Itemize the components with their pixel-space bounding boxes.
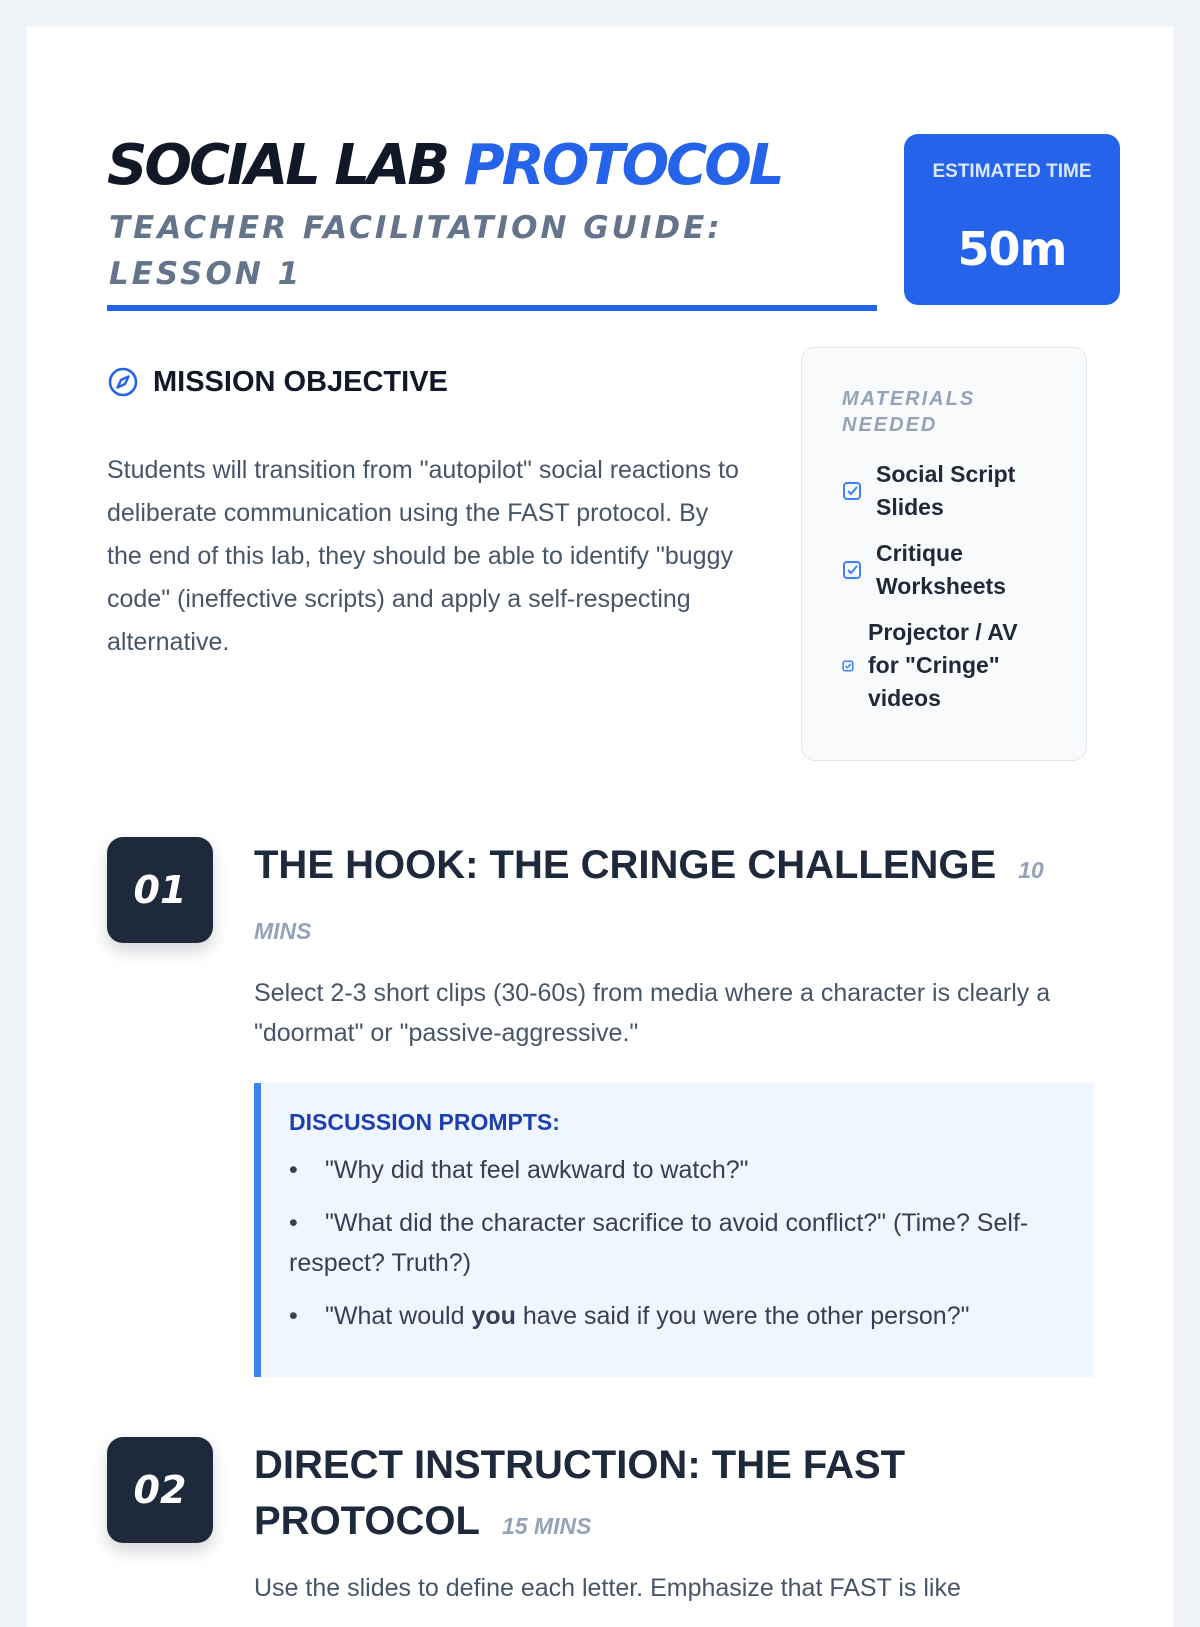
prompt-item: • "What did the character sacrifice to avoid conflict?" (Time? Self-respect? Truth?) (289, 1209, 1029, 1277)
header-divider (107, 305, 877, 311)
section-number-badge: 02 (107, 1437, 213, 1543)
prompt-text-before: "What would (325, 1302, 472, 1330)
material-label: Critique Worksheets (876, 540, 1006, 599)
material-label: Projector / AV for "Cringe" videos (868, 619, 1018, 711)
prompt-item: • "What would you have said if you were the other person?" (289, 1302, 970, 1330)
prompt-text: "Why did that feel awkward to watch?" (325, 1156, 749, 1184)
guide-card (27, 27, 1173, 1627)
mission-title: MISSION OBJECTIVE (153, 365, 448, 398)
section-title-text: DIRECT INSTRUCTION: THE FAST PROTOCOL (254, 1443, 906, 1543)
estimated-time-badge (904, 134, 1120, 305)
prompt-emphasis: you (471, 1302, 516, 1330)
compass-icon (107, 366, 139, 398)
page-subtitle: TEACHER FACILITATION GUIDE: LESSON 1 (109, 210, 723, 292)
header (107, 107, 1094, 317)
section-duration: 10 MINS (254, 857, 1044, 944)
discussion-prompts-title: DISCUSSION PROMPTS: (289, 1109, 560, 1135)
section-duration: 15 MINS (501, 1513, 592, 1539)
section-title-text: THE HOOK: THE CRINGE CHALLENGE (254, 843, 997, 887)
prompt-text: "What did the character sacrifice to avoid conflict?" (Time? Self-respect? Truth?) (289, 1209, 1029, 1277)
material-item (842, 537, 1036, 603)
checkbox-icon (842, 481, 862, 501)
title-accent: PROTOCOL (463, 133, 782, 198)
material-item (842, 616, 1038, 715)
section-title (254, 1437, 954, 1554)
checkbox-icon (842, 560, 862, 580)
section-description: Select 2-3 short clips (30-60s) from media where a character is clearly a "doormat" or "passive-aggressive." (254, 979, 1051, 1047)
discussion-prompts-list (289, 1150, 1064, 1336)
prompt-text-after: have said if you were the other person?" (515, 1302, 970, 1330)
section-number-badge: 01 (107, 837, 213, 943)
page-title (107, 133, 782, 198)
checkbox-icon (842, 660, 854, 672)
mission-text: Students will transition from "autopilot" social reactions to deliberate communication using the FAST protocol. By the end of this lab, they should be able to identify "buggy code" (ineffective scripts) and apply a self-respecting alternative. (107, 456, 739, 656)
discussion-prompts-box (254, 1083, 1094, 1377)
mission-objective (107, 357, 767, 664)
estimated-time-value: 50m (957, 222, 1067, 276)
prompt-item: • "Why did that feel awkward to watch?" (289, 1156, 749, 1184)
material-label: Social Script Slides (876, 461, 1016, 520)
material-item (842, 458, 1036, 524)
materials-title: MATERIALS NEEDED (842, 388, 976, 436)
section-description: Use the slides to define each letter. Emphasize that FAST is like (254, 1574, 961, 1602)
materials-panel (801, 347, 1087, 761)
estimated-time-label: ESTIMATED TIME (932, 161, 1092, 182)
title-main: SOCIAL LAB (107, 133, 448, 198)
section-title (254, 837, 1094, 959)
